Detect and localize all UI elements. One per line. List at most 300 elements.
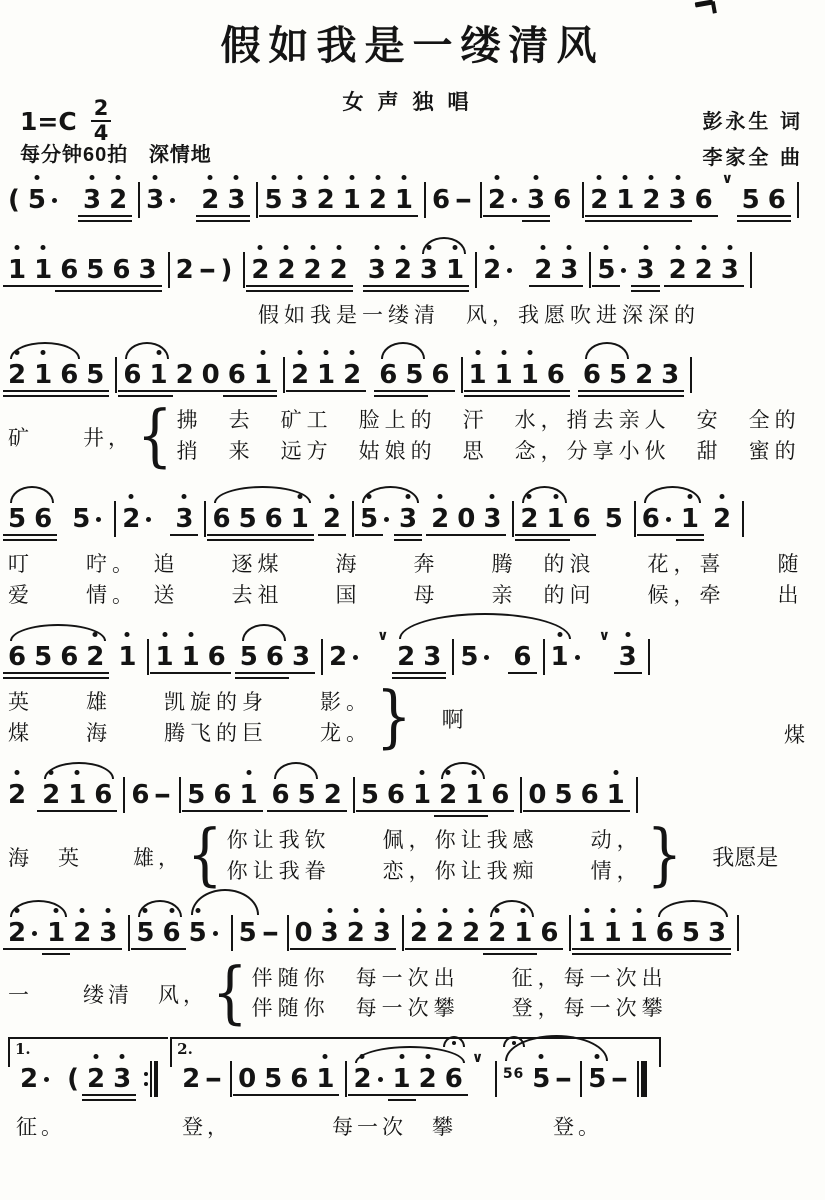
meter-denominator: 4 (91, 120, 112, 144)
note-token: 3 (138, 240, 156, 300)
note-token: 6 (212, 489, 230, 549)
note-token: 6 (431, 345, 449, 405)
lyrics-mid-text: 啊 (441, 707, 464, 733)
note-token: 2 (201, 170, 219, 230)
note-token: 6 (112, 240, 130, 300)
music-system (8, 489, 817, 611)
note-token: 2 (431, 489, 449, 549)
lyrics-block (8, 1111, 817, 1141)
lyrics-row: 英 雄 凯旋的身 影。 (8, 691, 372, 715)
duration-dot (169, 170, 177, 230)
note-token: 3 (423, 627, 441, 687)
note-token: 5 (532, 1049, 550, 1109)
barline (480, 170, 482, 230)
barline (543, 627, 545, 687)
note-token: 5 (187, 765, 205, 825)
note-token: 6 (432, 185, 451, 215)
note-token: 6 (387, 765, 405, 825)
notation-row (8, 765, 817, 825)
barline (287, 903, 289, 963)
note-token: 5 (240, 627, 258, 687)
repeat-barline (143, 1049, 158, 1109)
lyrics-rows (8, 550, 804, 611)
note-token: 2 (695, 240, 713, 300)
note-token: 2 (635, 345, 653, 405)
lyrics-row: 你让我钦 佩，你让我感 动， (226, 829, 643, 853)
note-token: 6 (379, 345, 397, 405)
note-token: 2 (353, 1049, 371, 1109)
barline (634, 489, 636, 549)
spacer (590, 627, 598, 687)
notation-score (0, 170, 825, 1141)
note-token: 2 (86, 627, 104, 687)
note-token: 6 (553, 185, 572, 215)
music-system (8, 903, 817, 1033)
barline (452, 627, 454, 687)
barline (230, 1049, 232, 1109)
note-token: 1 (68, 765, 86, 825)
key-label: 1=C (20, 106, 77, 136)
barline (353, 765, 355, 825)
song-title: 假如我是一缕清风 (220, 24, 605, 68)
music-system (8, 627, 817, 757)
barline (495, 1049, 497, 1109)
barline (345, 1049, 347, 1109)
barline (204, 489, 206, 549)
duration-dot (574, 627, 582, 687)
barline (569, 903, 571, 963)
duration-dot (43, 1049, 51, 1109)
barline (115, 345, 117, 405)
note-token: 6 (131, 780, 150, 811)
lyrics-segment: 登， (182, 1115, 232, 1139)
note-token: 2 (20, 1063, 39, 1094)
notation-row (8, 170, 817, 230)
barline (648, 627, 650, 687)
barline (321, 627, 323, 687)
note-token: 2 (642, 170, 660, 230)
note-token: 6 (583, 345, 601, 405)
note-token: 2 (329, 642, 348, 673)
lyrics-left-text: 矿 井， (8, 426, 133, 450)
note-token: 6 (123, 345, 141, 405)
note-token: 2 (8, 345, 26, 405)
note-token: 1 (681, 489, 699, 549)
note-token: 6 (34, 489, 52, 549)
barline (352, 489, 354, 549)
barline (179, 765, 181, 825)
note-token: 5 (264, 1049, 282, 1109)
note-token: 1 (547, 489, 565, 549)
volta-bracket (8, 1037, 168, 1109)
note-token: 6 (162, 903, 180, 963)
lyricist-credit: 彭永生 词 (702, 111, 803, 133)
duration-dash: - (153, 780, 173, 811)
volta-label: 1. (15, 1039, 31, 1058)
lyrics-row: 伴随你 每一次出 征，每一次出 (251, 966, 668, 990)
barline (797, 170, 799, 230)
duration-dash: - (554, 1063, 573, 1094)
note-token: 3 (113, 1049, 131, 1109)
open-brace: { (212, 954, 248, 1033)
note-token: 3 (175, 489, 193, 549)
barline (636, 765, 638, 825)
note-token: 1 (393, 1049, 411, 1109)
note-token: 1 (616, 170, 634, 230)
lyrics-far-text: 煤 (784, 724, 805, 748)
performance-type: 女声独唱 (342, 91, 483, 114)
note-token: 3 (420, 240, 438, 300)
duration-dot (383, 489, 391, 549)
note-token: 1 (8, 240, 26, 300)
barline (123, 765, 125, 825)
note-token: 2 (347, 903, 365, 963)
volta-bracket (170, 1037, 661, 1109)
duration-dot (352, 627, 360, 687)
note-token: 2 (488, 903, 506, 963)
note-token: 3 (721, 240, 739, 300)
note-token: 3 (483, 489, 501, 549)
note-token: 3 (668, 170, 686, 230)
note-token: 5 (189, 903, 207, 963)
note-token: 6 (656, 903, 674, 963)
note-token: 3 (146, 170, 164, 230)
note-token: 3 (321, 903, 339, 963)
note-token: 1 (607, 765, 625, 825)
note-token: 1 (34, 345, 52, 405)
fermata-icon (443, 1036, 465, 1047)
credits (702, 104, 803, 176)
note-token: 0 (202, 345, 220, 405)
lyrics-row: 假如我是一缕清 风，我愿吹进深深的 (258, 304, 700, 327)
note-token: 1 (495, 345, 513, 405)
note-token: 6 (60, 627, 78, 687)
duration-dot (483, 627, 491, 687)
final-barline (637, 1049, 647, 1109)
note-token: 1 (118, 627, 136, 687)
parenthesis: ) (220, 255, 233, 285)
lyrics-rows (258, 301, 700, 331)
note-token: 2 (330, 240, 348, 300)
note-token: 2 (436, 903, 454, 963)
tempo-marking: 每分钟60拍 (20, 144, 129, 166)
lyrics-row: 拂 去 矿工 脸上的 汗 水，捎去亲人 安 全的 (176, 409, 801, 433)
note-token: 6 (60, 345, 78, 405)
spacer (34, 765, 42, 825)
music-system (8, 765, 817, 895)
note-token: 2 (343, 345, 361, 405)
note-token: 6 (491, 765, 509, 825)
note-token: 1 (469, 345, 487, 405)
note-token: 2 (410, 903, 428, 963)
note-token: 6 (266, 627, 284, 687)
scan-artifact-mark (695, 0, 714, 8)
note-token: 1 (316, 1049, 334, 1109)
note-token: 5 (86, 240, 104, 300)
note-token: 5 (34, 627, 52, 687)
note-token: 6 (547, 345, 565, 405)
note-token: 2 (317, 170, 335, 230)
note-token: 3 (291, 170, 309, 230)
spacer (368, 627, 376, 687)
note-token: 2 (488, 170, 506, 230)
note-token: 2 (109, 170, 127, 230)
lyrics-rows (227, 826, 643, 887)
lyrics-row: 叮 咛。 追 逐煤 海 奔 腾 的浪 花，喜 随 (8, 553, 804, 577)
spacer (499, 627, 513, 687)
note-token: 1 (551, 627, 569, 687)
note-token: 1 (317, 345, 335, 405)
note-token: 1 (395, 170, 413, 230)
barline (737, 903, 739, 963)
note-token: 5 (8, 489, 26, 549)
note-token: 6 (540, 903, 558, 963)
lyrics-row: 煤 海 腾飞的巨 龙。 (8, 721, 372, 745)
notation-row (8, 903, 817, 963)
note-token: 5 (682, 903, 700, 963)
volta-label: 2. (177, 1039, 193, 1058)
note-token: 2 (122, 489, 140, 549)
duration-dot (506, 240, 514, 300)
note-token: 2 (439, 765, 457, 825)
duration-dot (377, 1049, 385, 1109)
music-system (8, 1037, 817, 1141)
note-token: 5 (360, 489, 378, 549)
note-token: 2 (669, 240, 687, 300)
lyrics-row: 捎 来 远方 姑娘的 思 念，分享小伙 甜 蜜的 (176, 439, 801, 463)
note-token: 3 (227, 170, 245, 230)
note-token: 3 (373, 903, 391, 963)
note-token: 5 (554, 765, 572, 825)
note-token: 2 (277, 240, 295, 300)
notation-row (8, 240, 817, 300)
note-token: 1 (47, 903, 65, 963)
barline (256, 170, 258, 230)
tempo-row (20, 138, 226, 167)
barline (512, 489, 514, 549)
duration-dot (51, 170, 59, 230)
note-token: 1 (413, 765, 431, 825)
note-token: 5 (405, 345, 423, 405)
barline (283, 345, 285, 405)
note-token: 6 (228, 345, 246, 405)
note-token: 3 (368, 240, 386, 300)
note-token: 1 (630, 903, 648, 963)
barline (138, 170, 140, 230)
barline (243, 240, 245, 300)
lyrics-block (8, 816, 817, 895)
open-brace: { (187, 816, 223, 895)
barline (114, 489, 116, 549)
note-token: 6 (208, 627, 226, 687)
note-token: 2 (304, 240, 322, 300)
duration-dash: - (260, 917, 280, 948)
note-token: 2 (8, 765, 26, 825)
duration-dot (31, 903, 39, 963)
note-token: 1 (182, 627, 200, 687)
spacer (522, 240, 534, 300)
note-token: 0 (295, 903, 313, 963)
barline (461, 345, 463, 405)
note-token: 0 (238, 1049, 256, 1109)
header (0, 0, 825, 168)
note-token: 3 (83, 170, 101, 230)
note-token: 3 (560, 240, 578, 300)
note-token: 1 (149, 345, 167, 405)
composer-credit: 李家全 曲 (702, 147, 803, 169)
lyrics-block (8, 397, 817, 476)
note-token: 6 (94, 765, 112, 825)
close-brace: } (646, 816, 683, 895)
note-token: 1 (577, 903, 595, 963)
note-token: 1 (604, 903, 622, 963)
note-token: 2 (251, 240, 269, 300)
note-token: 6 (445, 1049, 463, 1109)
music-system (8, 170, 817, 230)
note-token: 5 (86, 345, 104, 405)
barline (402, 903, 404, 963)
lyrics-right-text: 我愿是 (712, 845, 779, 870)
note-token: 1 (254, 345, 272, 405)
breath-mark-icon (598, 627, 611, 687)
note-token: 5 (28, 170, 46, 230)
duration-dash: - (610, 1063, 629, 1094)
note-token: 2 (369, 170, 387, 230)
note-token: 3 (708, 903, 726, 963)
note-token: 2 (394, 240, 412, 300)
lyrics-left-text: 海 英 雄， (8, 846, 183, 870)
duration-dash: - (204, 1063, 223, 1094)
note-token: 3 (661, 345, 679, 405)
music-system (8, 240, 817, 331)
notation-row (182, 1049, 655, 1109)
note-token: 2 (8, 903, 26, 963)
note-token: 6 (581, 765, 599, 825)
note-token: 1 (514, 903, 532, 963)
note-token: 1 (155, 627, 173, 687)
note-token: 6 (60, 240, 78, 300)
meter-numerator: 2 (93, 96, 109, 120)
notation-row (8, 345, 817, 405)
close-brace: } (376, 678, 412, 757)
breath-mark-icon (471, 1049, 484, 1109)
note-token: 5 (460, 642, 479, 673)
lyrics-rows (177, 406, 801, 467)
note-token: 0 (457, 489, 475, 549)
note-token: 1 (465, 765, 483, 825)
duration-dash: - (197, 255, 217, 285)
note-token: 6 (573, 489, 591, 549)
barline (128, 903, 130, 963)
barline (690, 345, 692, 405)
lyrics-block (8, 678, 817, 757)
grace-notes: 56 (503, 1049, 524, 1126)
duration-dot (665, 489, 673, 549)
note-token: 5 (604, 504, 623, 535)
note-token: 3 (292, 627, 310, 687)
note-token: 5 (136, 903, 154, 963)
note-token: 6 (213, 765, 231, 825)
note-token: 2 (42, 765, 60, 825)
duration-dot (620, 240, 628, 300)
note-token: 2 (419, 1049, 437, 1109)
spacer (60, 489, 72, 549)
note-token: 2 (291, 345, 309, 405)
note-token: 2 (483, 240, 501, 300)
note-token: 2 (590, 170, 608, 230)
note-token: 5 (588, 1049, 606, 1109)
lyrics-row: 你让我眷 恋，你让我痴 情， (226, 859, 643, 883)
lyrics-left-text: 一 缕清 风， (8, 984, 208, 1008)
lyrics-row: 伴随你 每一次攀 登，每一次攀 (251, 997, 668, 1021)
lyrics-segment: 每一次 攀 (332, 1115, 457, 1139)
lyrics-rows (252, 964, 668, 1025)
note-token: 2 (520, 489, 538, 549)
notation-row (8, 627, 817, 687)
note-token: 2 (323, 489, 341, 549)
note-token: 1 (521, 345, 539, 405)
note-token: 3 (619, 627, 637, 687)
open-brace: { (137, 397, 173, 476)
fermata-icon (503, 1036, 525, 1047)
note-token: 1 (446, 240, 464, 300)
notation-row (20, 1049, 162, 1109)
lyrics-block (8, 550, 817, 611)
barline (582, 170, 584, 230)
note-token: 5 (742, 170, 760, 230)
note-token: 0 (528, 765, 546, 825)
note-token: 2 (713, 489, 731, 549)
note-token: 1 (34, 240, 52, 300)
note-token: 2 (397, 627, 415, 687)
spacer (161, 489, 175, 549)
note-token: 1 (291, 489, 309, 549)
barline (589, 240, 591, 300)
breath-mark-icon (721, 170, 734, 230)
note-token: 6 (513, 627, 531, 687)
duration-dash: - (454, 185, 473, 215)
note-token: 6 (290, 1049, 308, 1109)
note-token: 6 (768, 170, 786, 230)
parenthesis: ( (67, 1063, 79, 1094)
note-token: 6 (8, 627, 26, 687)
note-token: 2 (182, 1063, 201, 1094)
lyrics-block (8, 301, 817, 331)
note-token: 3 (399, 489, 417, 549)
lyrics-row: 爱 情。 送 去祖 国 母 亲 的问 候，牵 出 (8, 583, 804, 607)
parenthesis: ( (8, 185, 20, 215)
note-token: 2 (462, 903, 480, 963)
note-token: 2 (175, 255, 194, 285)
duration-dot (95, 489, 103, 549)
note-token: 2 (87, 1049, 105, 1109)
barline (424, 170, 426, 230)
notation-row (8, 489, 817, 549)
note-token: 5 (609, 345, 627, 405)
note-token: 2 (176, 345, 194, 405)
barline (750, 240, 752, 300)
note-token: 6 (642, 489, 660, 549)
note-token: 6 (265, 489, 283, 549)
note-token: 5 (298, 765, 316, 825)
lyrics-segment: 征。 (16, 1115, 66, 1139)
note-token: 3 (636, 240, 654, 300)
music-system (8, 345, 817, 476)
note-token: 5 (238, 917, 257, 948)
duration-dot (145, 489, 153, 549)
note-token: 6 (695, 170, 713, 230)
note-token: 5 (72, 504, 91, 535)
